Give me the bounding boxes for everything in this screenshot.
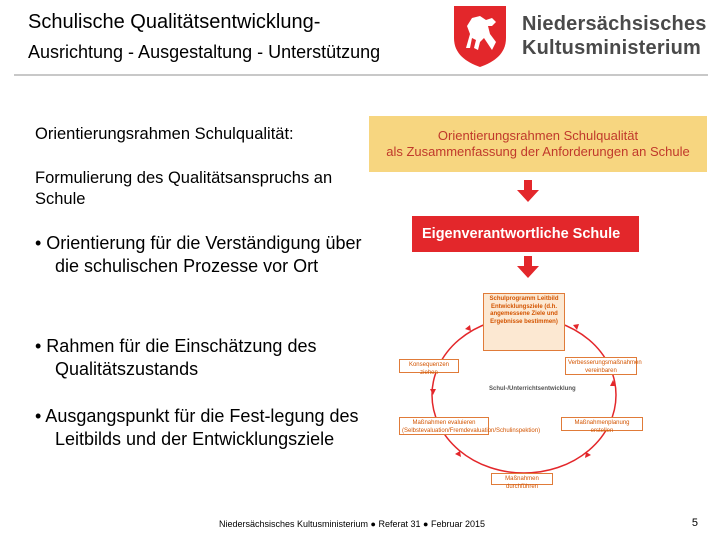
cycle-step-durchfuehren: Maßnahmen durchführen (491, 473, 553, 485)
header-title: Schulische Qualitätsentwicklung- (28, 11, 321, 33)
quality-cycle-diagram (395, 285, 655, 490)
banner-eigenverantwortliche-schule: Eigenverantwortliche Schule (412, 216, 639, 252)
heading-formulierung: Formulierung des Qualitätsanspruchs an Schule (35, 169, 333, 208)
ministry-logo (446, 4, 708, 68)
footer-text: Niedersächsisches Kultusministerium ● Referat 31 ● Februar 2015 (219, 519, 485, 529)
header-subtitle: Ausrichtung - Ausgestaltung - Unterstützung (28, 42, 381, 62)
arrow-down-icon (517, 256, 539, 278)
cycle-step-verbesserung: Verbesserungsmaßnahmen vereinbaren (565, 357, 637, 375)
heading-orientierungsrahmen: Orientierungsrahmen Schulqualität: (35, 125, 294, 143)
ministry-name-line2: Kultusministerium (522, 37, 701, 59)
banner-orientierungsrahmen (369, 116, 707, 172)
bullet-item: • Orientierung für die Verständigung über die schulischen Prozesse vor Ort (35, 233, 362, 276)
cycle-step-schulprogramm: Schulprogramm Leitbild Entwicklungsziele (d.h. angemessene Ziele und Ergebnisse bestimmen) (483, 293, 565, 351)
header-divider (14, 74, 708, 76)
banner-line2: als Zusammenfassung der Anforderungen an Schule (386, 144, 690, 159)
cycle-step-evaluieren: Maßnahmen evaluieren (Selbstevaluation/Fremdevaluation/Schulinspektion) (399, 417, 489, 435)
crest-icon (450, 4, 510, 68)
cycle-center-label: Schul-/Unterrichtsentwicklung (489, 386, 576, 392)
ministry-name-line1: Niedersächsisches (522, 13, 707, 35)
bullet-item: • Rahmen für die Einschätzung des Qualitätszustands (35, 336, 317, 379)
cycle-step-konsequenzen: Konsequenzen ziehen (399, 359, 459, 373)
arrow-down-icon (517, 180, 539, 202)
bullet-item: • Ausgangspunkt für die Fest-legung des Leitbilds und der Entwicklungsziele (35, 406, 359, 449)
page-number: 5 (691, 517, 698, 529)
cycle-step-planung: Maßnahmenplanung erstellen (561, 417, 643, 431)
banner-line1: Orientierungsrahmen Schulqualität (437, 128, 639, 143)
